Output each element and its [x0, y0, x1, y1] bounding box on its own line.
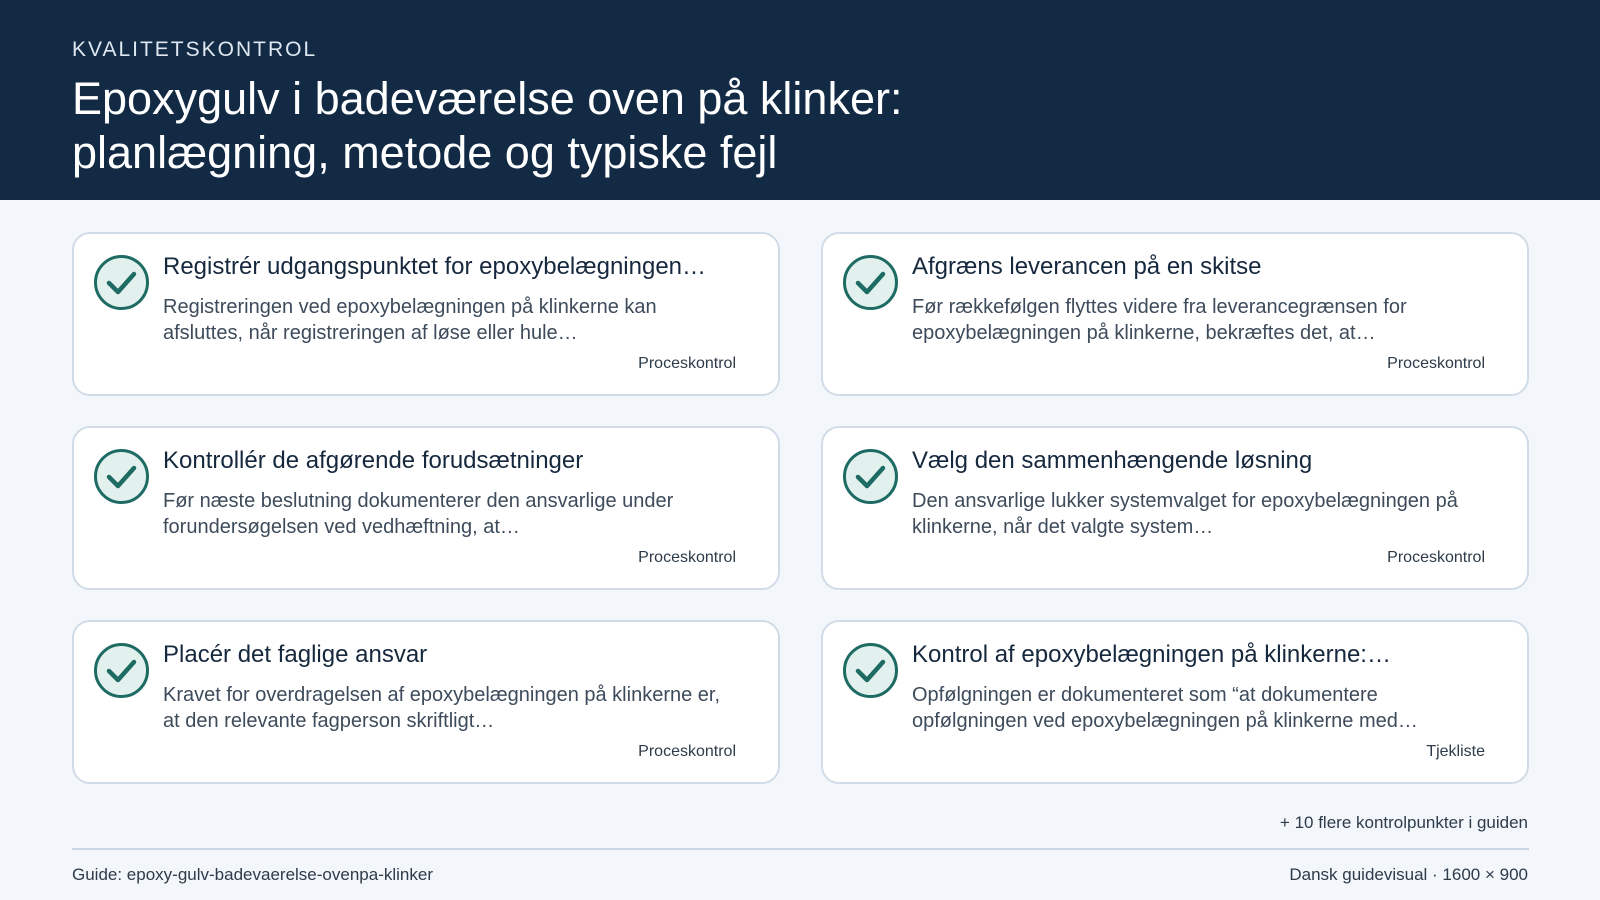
check-circle-icon: [93, 642, 150, 699]
card-title: Vælg den sammenhængende løsning: [912, 447, 1313, 474]
footer-meta: Dansk guidevisual · 1600 × 900: [1289, 865, 1528, 884]
card-title: Registrér udgangspunktet for epoxybelægningen…: [163, 253, 707, 280]
card-description: Opfølgningen er dokumenteret som “at dokumentere opfølgningen ved epoxybelægningen på klinkerne med…: [912, 684, 1418, 732]
check-circle-icon: [842, 448, 899, 505]
checklist-card: [821, 620, 1529, 784]
page-title: Epoxygulv i badeværelse oven på klinker: planlægning, metode og typiske fejl: [72, 73, 903, 178]
card-category-tag: Proceskontrol: [638, 743, 736, 760]
card-description: Den ansvarlige lukker systemvalget for epoxybelægningen på klinkerne, når det valgte system…: [912, 490, 1458, 538]
checklist-card: [72, 426, 780, 590]
card-category-tag: Proceskontrol: [638, 549, 736, 566]
check-circle-icon: [93, 254, 150, 311]
card-category-tag: Proceskontrol: [1387, 549, 1485, 566]
card-description: Kravet for overdragelsen af epoxybelægningen på klinkerne er, at den relevante fagperson skriftligt…: [163, 684, 721, 732]
card-title: Afgræns leverancen på en skitse: [912, 253, 1262, 280]
checklist-card: [821, 232, 1529, 396]
card-title: Kontrol af epoxybelægningen på klinkerne:…: [912, 641, 1391, 668]
page-header: [0, 0, 1600, 200]
checklist-grid: [72, 232, 1529, 784]
more-checkpoints-note: + 10 flere kontrolpunkter i guiden: [1279, 813, 1528, 832]
checklist-card: [72, 232, 780, 396]
card-description: Før næste beslutning dokumenterer den ansvarlige under forundersøgelsen ved vedhæftning, at…: [163, 490, 674, 538]
footer-divider: [72, 848, 1529, 850]
check-circle-icon: [842, 642, 899, 699]
header-eyebrow: KVALITETSKONTROL: [72, 38, 318, 61]
card-description: Før rækkefølgen flyttes videre fra leverancegrænsen for epoxybelægningen på klinkerne, bekræftes det, at…: [912, 296, 1407, 344]
card-title: Kontrollér de afgørende forudsætninger: [163, 447, 584, 474]
check-circle-icon: [93, 448, 150, 505]
card-category-tag: Proceskontrol: [1387, 355, 1485, 372]
footer-guide-slug: Guide: epoxy-gulv-badevaerelse-ovenpa-klinker: [72, 865, 433, 884]
card-description: Registreringen ved epoxybelægningen på klinkerne kan afsluttes, når registreringen af løse eller hule…: [163, 296, 657, 344]
card-category-tag: Proceskontrol: [638, 355, 736, 372]
card-title: Placér det faglige ansvar: [163, 641, 428, 668]
card-category-tag: Tjekliste: [1426, 743, 1485, 760]
checklist-card: [821, 426, 1529, 590]
check-circle-icon: [842, 254, 899, 311]
checklist-card: [72, 620, 780, 784]
